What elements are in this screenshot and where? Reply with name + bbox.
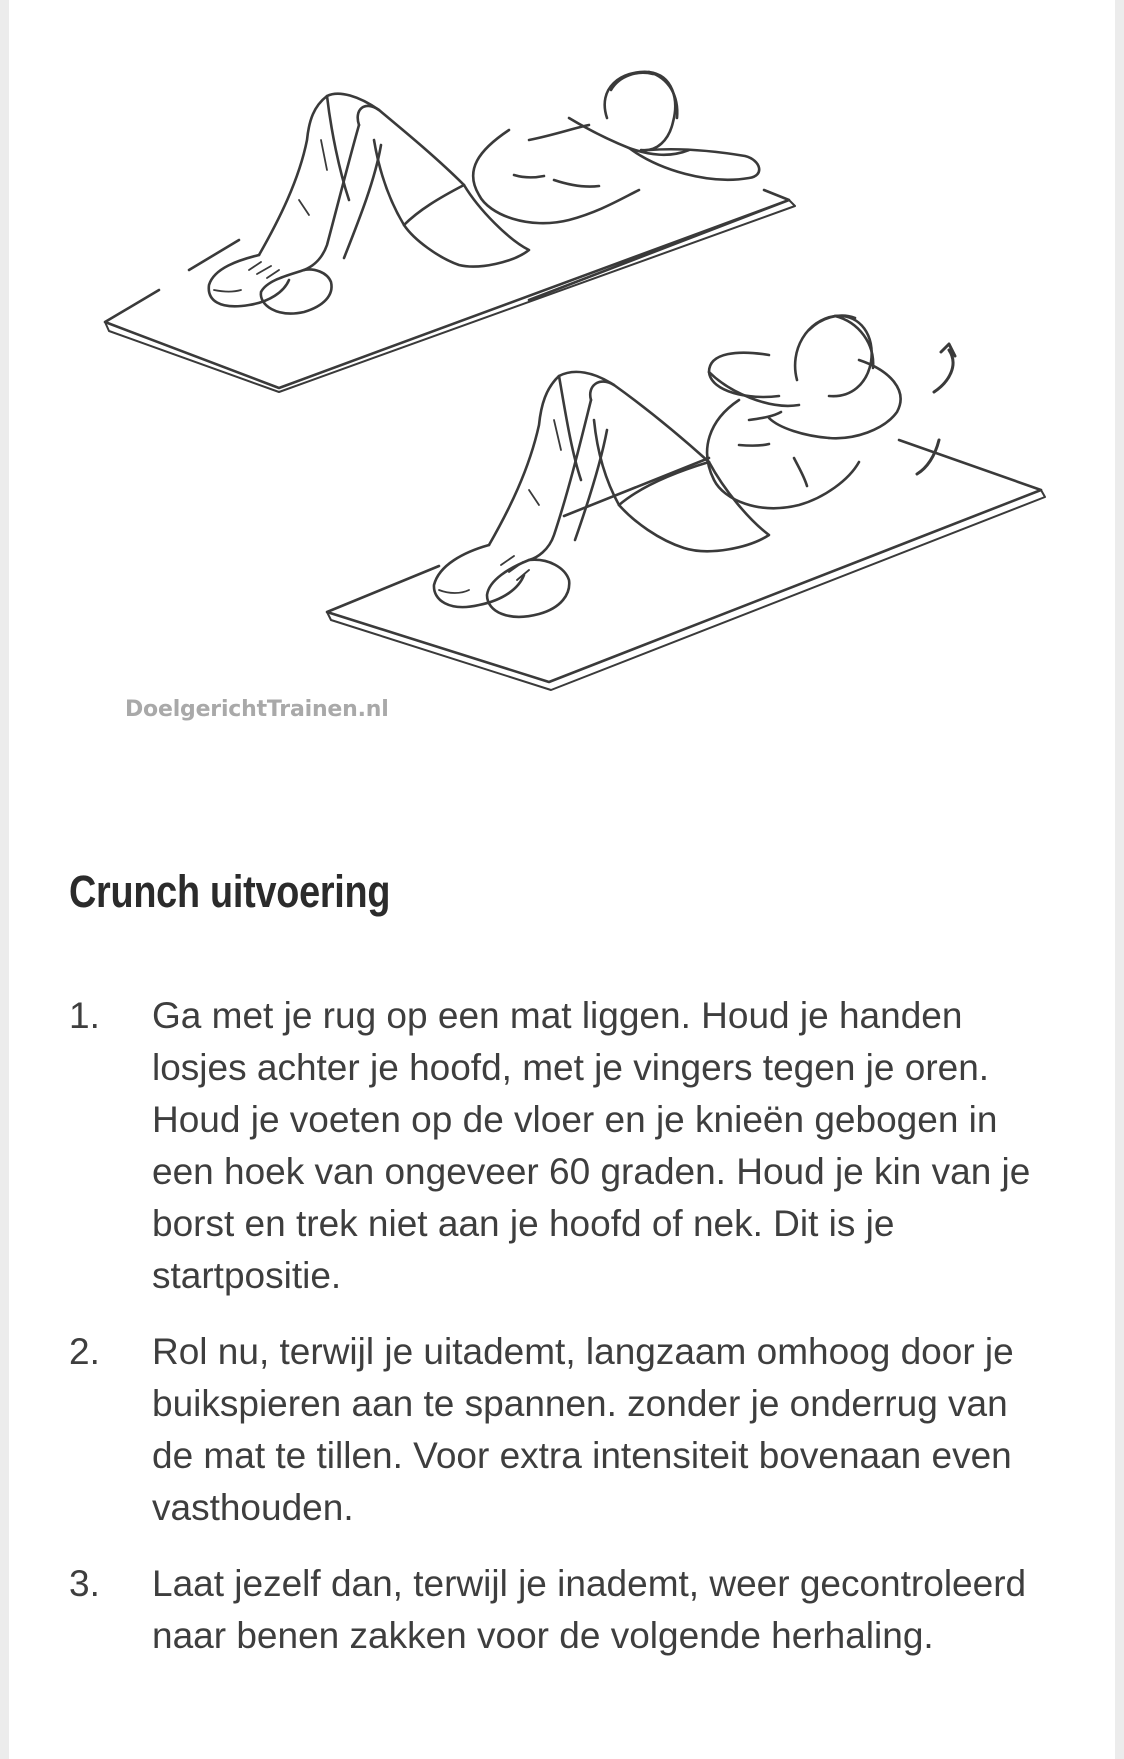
crunch-position-figure [327,316,1045,690]
step-text: Ga met je rug op een mat liggen. Houd je handen losjes achter je hoofd, met je vingers tegen je oren. Houd je voeten op de vloer en je knieën gebogen in een hoek van ongeveer 60 graden. Houd je kin van je borst en trek niet aan je hoofd of nek. Dit is je startpositie. [152,995,1031,1296]
step-text: Laat jezelf dan, terwijl je inademt, weer gecontroleerd naar benen zakken voor de volgende herhaling. [152,1563,1027,1656]
step-text: Rol nu, terwijl je uitademt, langzaam omhoog door je buikspieren aan te spannen. zonder je onderrug van de mat te tillen. Voor extra intensiteit bovenaan even vasthouden. [152,1331,1014,1528]
list-item [69,1326,1059,1534]
section-title: Crunch uitvoering [69,866,391,917]
step-number: 2. [69,1331,100,1372]
list-item [69,990,1059,1302]
crunch-line-drawing [9,0,1115,760]
article-page [9,0,1115,1759]
step-number: 3. [69,1563,100,1604]
watermark-text: DoelgerichtTrainen.nl [125,697,389,722]
instruction-steps-list [69,990,1059,1686]
step-number: 1. [69,995,100,1036]
list-item [69,1558,1059,1662]
start-position-figure [105,72,795,392]
crunch-exercise-illustration [9,0,1115,760]
